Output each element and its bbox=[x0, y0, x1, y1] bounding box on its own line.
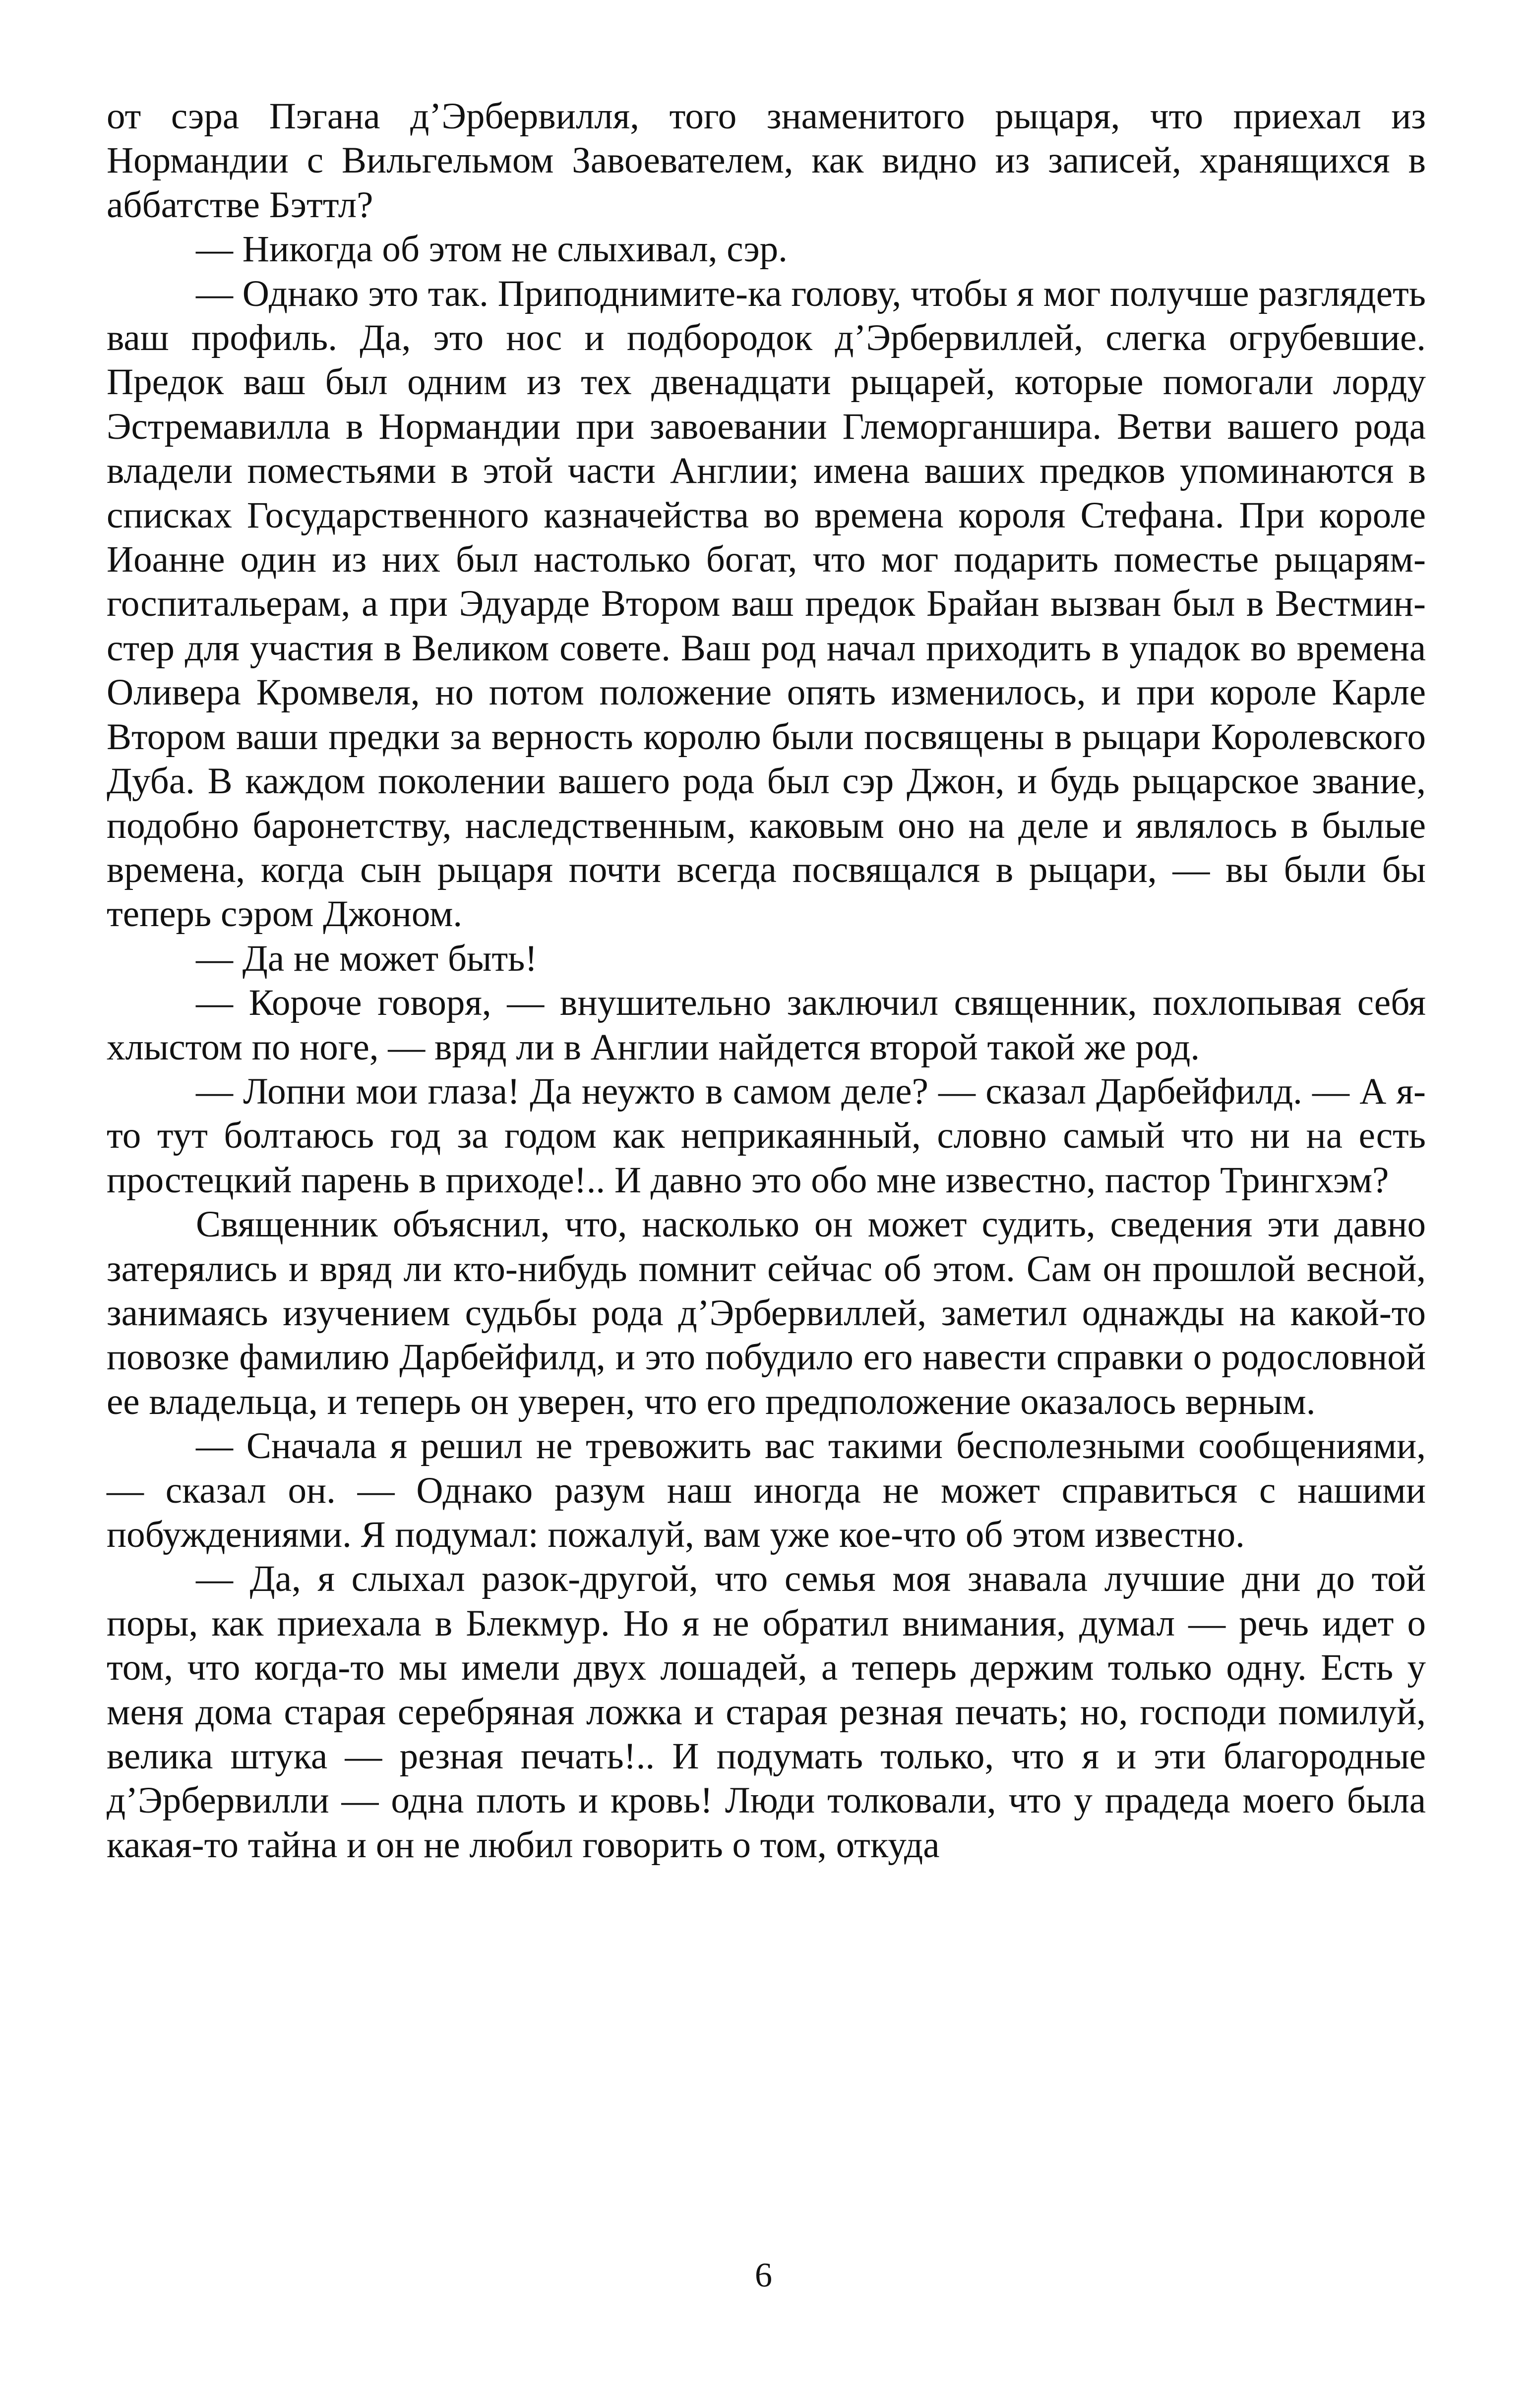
paragraph-8: — Сначала я решил не тревожить вас такими бесполезными сообщениями, — сказал он. — Однако разум наш иногда не может справиться с нашими побуждениями. Я подумал: пожалуй, вам уже кое-что об этом известно. bbox=[107, 1425, 1426, 1555]
paragraph-6: — Лопни мои глаза! Да неужто в самом деле? — сказал Дарбейфилд. — А я-то тут болтаюсь год за годом как неприкаянный, словно самый что ни на есть простецкий парень в приходе!.. И давно это обо мне известно, пастор Трингхэм? bbox=[107, 1070, 1426, 1201]
page-text bbox=[107, 94, 1426, 1867]
paragraph-9: — Да, я слыхал разок-другой, что семья моя знавала лучшие дни до той поры, как приехала в Блекмур. Но я не обратил внимания, думал — речь идет о том, что когда-то мы имели двух лошадей, а теперь держим только одну. Есть у меня дома старая серебряная ложка и старая резная печать; но, господи помилуй, велика штука — резная печать!.. И подумать только, что я и эти благородные д’Эрбервилли — одна плоть и кровь! Люди толковали, что у прадеда моего была какая-то тайна и он не любил говорить о том, откуда bbox=[107, 1558, 1426, 1866]
paragraph-1: от сэра Пэгана д’Эрбервилля, того знаменитого рыцаря, что приехал из Нормандии с Вильгельмом Завоевателем, как видно из записей, хранящихся в аббатстве Бэттл? bbox=[107, 96, 1426, 226]
page-number: 6 bbox=[755, 2256, 772, 2294]
paragraph-2: — Никогда об этом не слыхивал, сэр. bbox=[196, 229, 788, 270]
paragraph-3: — Однако это так. Приподнимите-ка голову, чтобы я мог получше разглядеть ваш профиль. Да, это нос и подбородок д’Эрбервиллей, слегка огрубевшие. Предок ваш был одним из тех двенадцати рыцарей, которые помогали лорду Эстремавилла в Нормандии при завоевании Глеморганшира. Ветви вашего рода владели поместьями в этой части Англии; имена ваших предков упоминаются в списках Государственного казначейства во времена короля Стефана. При короле Иоанне один из них был настолько богат, что мог подарить поместье рыцарям-госпитальерам, а при Эдуарде Втором ваш предок Брайан вызван был в Вестминстер для участия в Великом совете. Ваш род начал приходить в упадок во времена Оливера Кромвеля, но потом положение опять изменилось, и при короле Карле Втором ваши предки за верность королю были посвящены в рыцари Королевского Дуба. В каждом поколении вашего рода был сэр Джон, и будь рыцарское звание, подобно баронетству, наследственным, каковым оно на деле и являлось в былые времена, когда сын рыцаря почти всегда посвящался в рыцари, — вы были бы теперь сэром Джоном. bbox=[107, 273, 1426, 935]
paragraph-5: — Короче говоря, — внушительно заключил священник, похлопывая себя хлыстом по ноге, — вряд ли в Англии найдется второй такой же род. bbox=[107, 982, 1426, 1068]
paragraph-4: — Да не может быть! bbox=[196, 938, 538, 979]
paragraph-7: Священник объяснил, что, насколько он может судить, сведения эти давно затерялись и вряд ли кто-нибудь помнит сейчас об этом. Сам он прошлой весной, занимаясь изучением судьбы рода д’Эрбервиллей, заметил однажды на какой-то повозке фамилию Дарбейфилд, и это побудило его навести справки о родословной ее владельца, и теперь он уверен, что его предположение оказалось верным. bbox=[107, 1204, 1426, 1422]
